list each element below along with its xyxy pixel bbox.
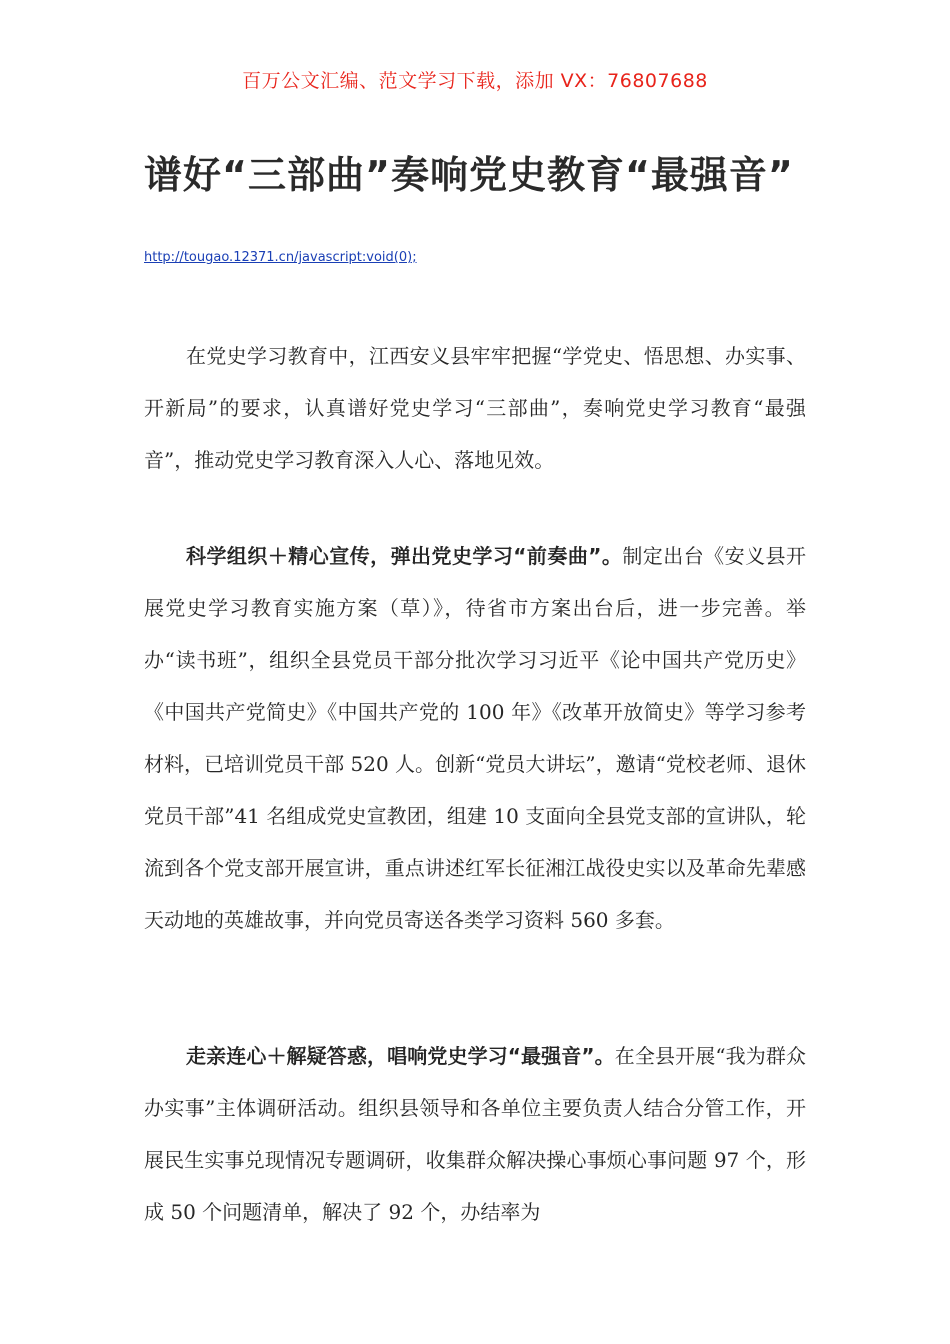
paragraph-section-1 [144, 530, 806, 946]
paragraph-section-2 [144, 1030, 806, 1238]
paragraph-text: 制定出台《安义县开展党史学习教育实施方案（草）》，待省市方案出台后，进一步完善。举办“读书班”，组织全县党员干部分批次学习习近平《论中国共产党历史》《中国共产党简史》《中国共产党的 100 年》《改革开放简史》等学习参考材料，已培训党员干部 520 人。创新“党员大讲坛”，邀请“党校老师、退休党员干部”41 名组成党史宣教团，组建 10 支面向全县党支部的宣讲队，轮流到各个党支部开展宣讲，重点讲述红军长征湘江战役史实以及革命先辈感天动地的英雄故事，并向党员寄送各类学习资料 560 多套。 [144, 544, 806, 932]
source-link[interactable]: http://tougao.12371.cn/javascript:void(0); [144, 250, 417, 265]
paragraph-text: 在党史学习教育中，江西安义县牢牢把握“学党史、悟思想、办实事、开新局”的要求，认真谱好党史学习“三部曲”，奏响党史学习教育“最强音”，推动党史学习教育深入人心、落地见效。 [144, 344, 806, 472]
article-title: 谱好“三部曲”奏响党史教育“最强音” [144, 153, 794, 197]
paragraph-lead: 走亲连心＋解疑答惑，唱响党史学习“最强音”。 [186, 1044, 615, 1068]
paragraph-intro [144, 330, 806, 486]
paragraph-text: 在全县开展“我为群众办实事”主体调研活动。组织县领导和各单位主要负责人结合分管工作，开展民生实事兑现情况专题调研，收集群众解决操心事烦心事问题 97 个，形成 50 个问题清单，解决了 92 个，办结率为 [144, 1044, 806, 1224]
paragraph-lead: 科学组织＋精心宣传，弹出党史学习“前奏曲”。 [186, 544, 623, 568]
header-banner: 百万公文汇编、范文学习下载，添加 VX：76807688 [242, 70, 708, 92]
